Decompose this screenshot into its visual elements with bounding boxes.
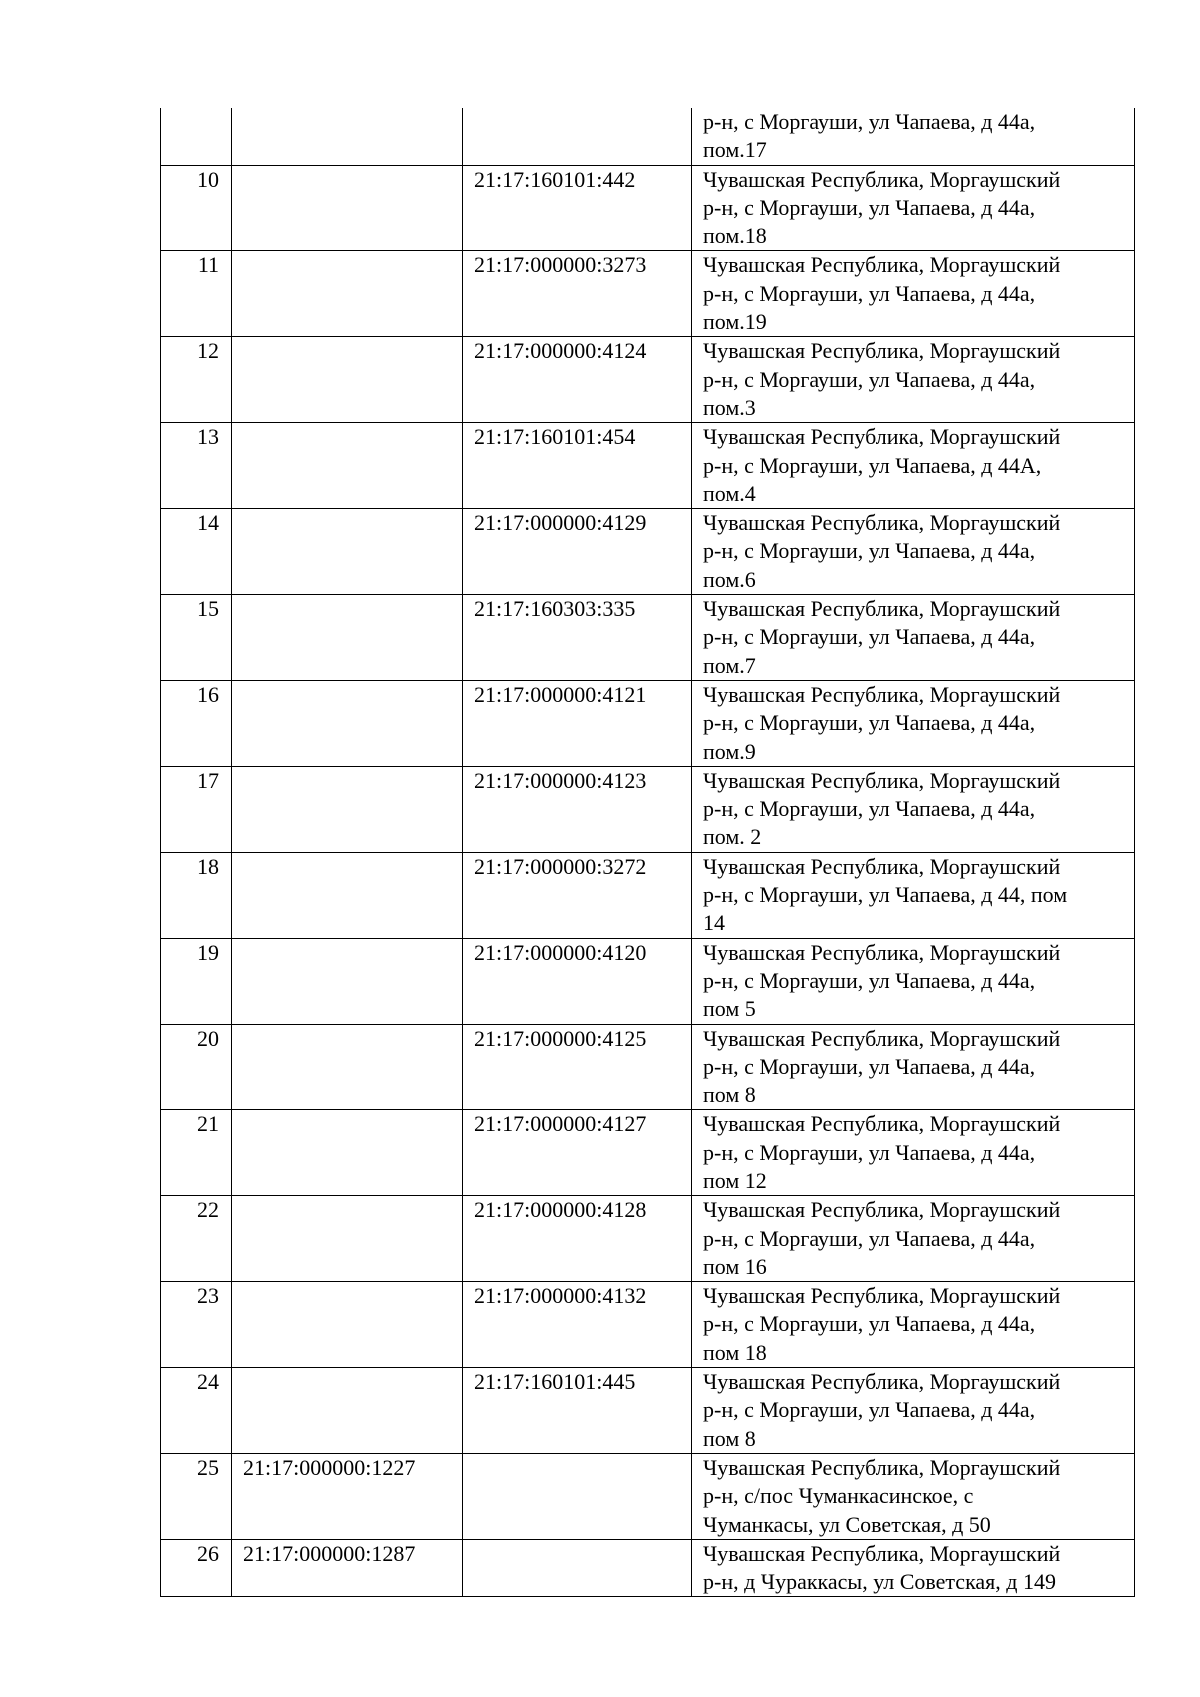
address-line: р-н, с Моргауши, ул Чапаева, д 44А, [703,452,1042,478]
address-line: р-н, с Моргауши, ул Чапаева, д 44а, [703,1397,1036,1423]
address-line: р-н, с Моргауши, ул Чапаева, д 44а, [703,1225,1036,1251]
land-cadastral-number-cell [232,680,463,766]
land-cadastral-number-cell [232,251,463,337]
address-line: р-н, с Моргауши, ул Чапаева, д 44а, [703,710,1036,736]
address-line: пом 8 [703,1425,756,1451]
address-line: Чувашская Республика, Моргаушский [703,939,1061,965]
address-line: пом 16 [703,1253,767,1279]
row-number-cell: 18 [161,852,232,938]
address-line: р-н, с Моргауши, ул Чапаева, д 44а, [703,624,1036,650]
address-cell [692,165,1135,251]
address-line: р-н, с Моргауши, ул Чапаева, д 44а, [703,538,1036,564]
row-number-cell: 10 [161,165,232,251]
address-line: пом 5 [703,996,756,1022]
address-line: Чувашская Республика, Моргаушский [703,252,1061,278]
address-line: пом.17 [703,137,767,163]
address-line: р-н, с Моргауши, ул Чапаева, д 44а, [703,967,1036,993]
address-line: р-н, с Моргауши, ул Чапаева, д 44а, [703,1053,1036,1079]
row-number-cell: 13 [161,423,232,509]
address-line: р-н, с Моргауши, ул Чапаева, д 44а, [703,796,1036,822]
address-line: Чувашская Республика, Моргаушский [703,1197,1061,1223]
address-line: Чувашская Республика, Моргаушский [703,853,1061,879]
address-line: пом.9 [703,738,756,764]
address-line: р-н, с Моргауши, ул Чапаева, д 44а, [703,1139,1036,1165]
address-line: Чувашская Республика, Моргаушский [703,1369,1061,1395]
object-cadastral-number-cell: 21:17:000000:4127 [463,1110,692,1196]
land-cadastral-number-cell [232,1368,463,1454]
address-cell [692,1368,1135,1454]
row-number-cell [161,108,232,165]
address-line: пом.6 [703,566,756,592]
address-cell [692,337,1135,423]
address-line: Чувашская Республика, Моргаушский [703,1283,1061,1309]
row-number-cell: 19 [161,938,232,1024]
table-row [161,251,1135,337]
land-cadastral-number-cell [232,938,463,1024]
address-cell [692,852,1135,938]
object-cadastral-number-cell: 21:17:000000:3272 [463,852,692,938]
address-cell [692,1539,1135,1597]
land-cadastral-number-cell [232,1024,463,1110]
object-cadastral-number-cell: 21:17:160101:442 [463,165,692,251]
land-cadastral-number-cell [232,165,463,251]
row-number-cell: 11 [161,251,232,337]
table-row [161,1453,1135,1539]
address-cell [692,1110,1135,1196]
address-cell [692,251,1135,337]
table-row [161,108,1135,165]
object-cadastral-number-cell: 21:17:000000:4125 [463,1024,692,1110]
table-row [161,1282,1135,1368]
row-number-cell: 16 [161,680,232,766]
land-cadastral-number-cell [232,337,463,423]
table-row [161,1110,1135,1196]
address-line: Чувашская Республика, Моргаушский [703,1454,1061,1480]
address-cell [692,938,1135,1024]
address-line: Чувашская Республика, Моргаушский [703,338,1061,364]
address-line: Чувашская Республика, Моргаушский [703,1540,1061,1566]
address-line: р-н, с Моргауши, ул Чапаева, д 44а, [703,194,1036,220]
address-line: р-н, д Чураккасы, ул Советская, д 149 [703,1569,1056,1595]
address-line: р-н, с Моргауши, ул Чапаева, д 44, пом [703,882,1068,908]
object-cadastral-number-cell: 21:17:000000:4120 [463,938,692,1024]
land-cadastral-number-cell [232,1110,463,1196]
address-line: р-н, с/пос Чуманкасинское, с [703,1483,974,1509]
object-cadastral-number-cell: 21:17:000000:4121 [463,680,692,766]
object-cadastral-number-cell [463,108,692,165]
row-number-cell: 20 [161,1024,232,1110]
object-cadastral-number-cell: 21:17:000000:3273 [463,251,692,337]
address-line: Чувашская Республика, Моргаушский [703,681,1061,707]
row-number-cell: 21 [161,1110,232,1196]
table-row [161,595,1135,681]
object-cadastral-number-cell: 21:17:000000:4129 [463,509,692,595]
object-cadastral-number-cell: 21:17:000000:4123 [463,766,692,852]
object-cadastral-number-cell [463,1453,692,1539]
table-row [161,1368,1135,1454]
address-line: Чуманкасы, ул Советская, д 50 [703,1511,991,1537]
address-line: пом.4 [703,480,756,506]
table-row [161,938,1135,1024]
land-cadastral-number-cell [232,766,463,852]
address-line: Чувашская Республика, Моргаушский [703,424,1061,450]
address-cell [692,509,1135,595]
object-cadastral-number-cell: 21:17:000000:4132 [463,1282,692,1368]
address-line: пом.3 [703,394,756,420]
table-row [161,509,1135,595]
row-number-cell: 24 [161,1368,232,1454]
address-cell [692,595,1135,681]
land-cadastral-number-cell [232,1282,463,1368]
address-line: пом.7 [703,652,756,678]
address-line: Чувашская Республика, Моргаушский [703,1025,1061,1051]
row-number-cell: 22 [161,1196,232,1282]
row-number-cell: 17 [161,766,232,852]
row-number-cell: 25 [161,1453,232,1539]
address-line: пом.19 [703,309,767,335]
address-line: Чувашская Республика, Моргаушский [703,596,1061,622]
land-cadastral-number-cell [232,852,463,938]
address-line: пом. 2 [703,824,762,850]
row-number-cell: 15 [161,595,232,681]
address-line: пом 18 [703,1339,767,1365]
address-line: 14 [703,910,725,936]
address-line: Чувашская Республика, Моргаушский [703,1111,1061,1137]
address-line: р-н, с Моргауши, ул Чапаева, д 44а, [703,109,1036,134]
object-cadastral-number-cell: 21:17:160101:445 [463,1368,692,1454]
table-row [161,165,1135,251]
row-number-cell: 23 [161,1282,232,1368]
address-cell [692,1453,1135,1539]
table-row [161,766,1135,852]
address-line: Чувашская Республика, Моргаушский [703,767,1061,793]
object-cadastral-number-cell: 21:17:160303:335 [463,595,692,681]
object-cadastral-number-cell [463,1539,692,1597]
land-cadastral-number-cell [232,595,463,681]
address-line: пом.18 [703,223,767,249]
address-cell [692,1196,1135,1282]
address-line: р-н, с Моргауши, ул Чапаева, д 44а, [703,280,1036,306]
land-cadastral-number-cell: 21:17:000000:1227 [232,1453,463,1539]
address-cell [692,680,1135,766]
property-table-body [161,108,1135,1597]
land-cadastral-number-cell [232,108,463,165]
object-cadastral-number-cell: 21:17:160101:454 [463,423,692,509]
property-table [160,108,1135,1597]
address-line: р-н, с Моргауши, ул Чапаева, д 44а, [703,366,1036,392]
address-line: Чувашская Республика, Моргаушский [703,166,1061,192]
land-cadastral-number-cell: 21:17:000000:1287 [232,1539,463,1597]
table-row [161,852,1135,938]
address-line: р-н, с Моргауши, ул Чапаева, д 44а, [703,1311,1036,1337]
row-number-cell: 14 [161,509,232,595]
land-cadastral-number-cell [232,423,463,509]
address-cell [692,108,1135,165]
land-cadastral-number-cell [232,1196,463,1282]
object-cadastral-number-cell: 21:17:000000:4124 [463,337,692,423]
table-row [161,1539,1135,1597]
address-cell [692,423,1135,509]
address-line: пом 12 [703,1167,767,1193]
row-number-cell: 26 [161,1539,232,1597]
table-row [161,1024,1135,1110]
address-cell [692,1024,1135,1110]
table-row [161,1196,1135,1282]
land-cadastral-number-cell [232,509,463,595]
table-row [161,680,1135,766]
object-cadastral-number-cell: 21:17:000000:4128 [463,1196,692,1282]
table-row [161,337,1135,423]
address-line: Чувашская Республика, Моргаушский [703,510,1061,536]
address-cell [692,1282,1135,1368]
table-row [161,423,1135,509]
address-cell [692,766,1135,852]
row-number-cell: 12 [161,337,232,423]
address-line: пом 8 [703,1082,756,1108]
